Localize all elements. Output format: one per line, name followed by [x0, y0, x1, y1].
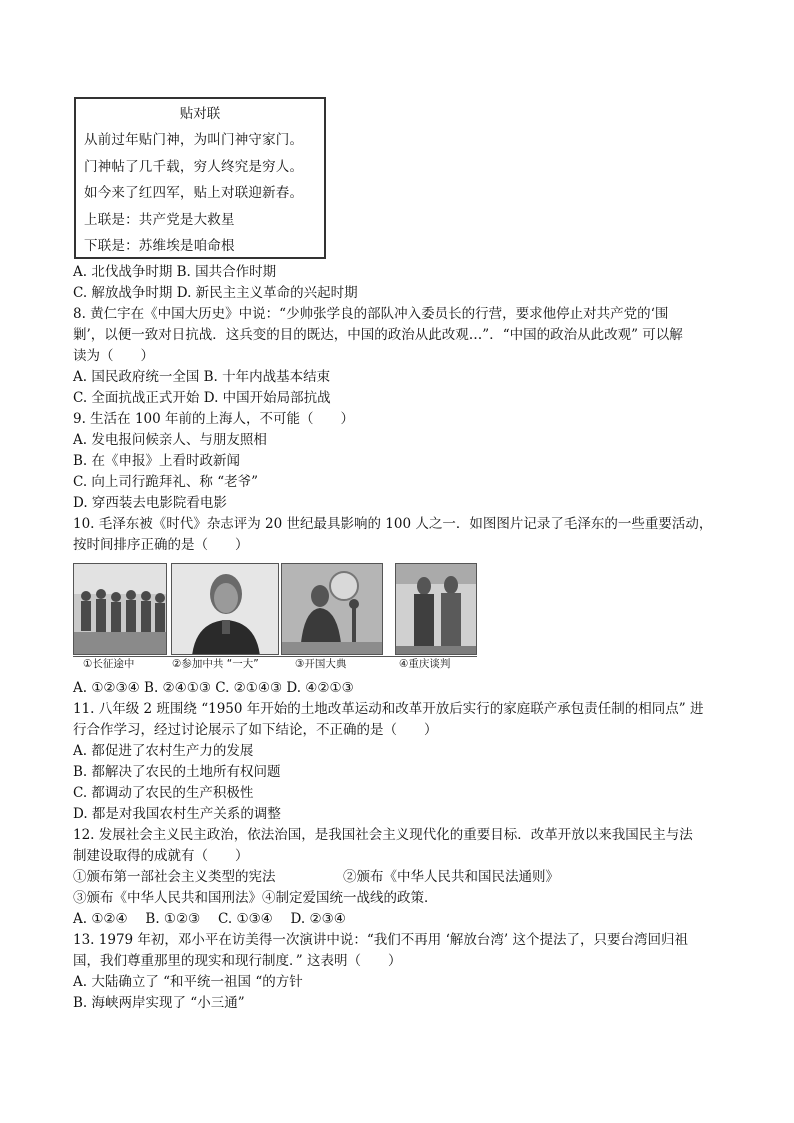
q8-stem-line3: 读为（ ）	[73, 348, 154, 364]
chongqing-negotiation-photo	[395, 563, 477, 655]
q9-stem: 9. 生活在 100 年前的上海人，不可能（ ）	[73, 411, 355, 427]
q11-stem-line2: 行合作学习，经过讨论展示了如下结论，不正确的是（ ）	[73, 722, 438, 738]
q7-options-cd: C. 解放战争时期 D. 新民主主义革命的兴起时期	[73, 285, 358, 301]
photo-captions	[73, 656, 477, 671]
q8-stem-line2: 剿’，以便一致对日抗战．这兵变的目的既达，中国的政治从此改观…”．“中国的政治从此改观” 可以解	[73, 327, 683, 343]
mao-photo-strip	[73, 563, 477, 671]
q10-options: A. ①②③④ B. ②④①③ C. ②①④③ D. ④②①③	[73, 680, 354, 696]
couplet-line: 门神帖了几千载，穷人终究是穷人。	[84, 158, 304, 175]
q12-items-34: ③颁布《中华人民共和国刑法》④制定爱国统一战线的政策．	[73, 890, 438, 906]
q10-stem-line2: 按时间排序正确的是（ ）	[73, 537, 249, 553]
first-congress-portrait	[171, 563, 279, 655]
q8-options-ab: A. 国民政府统一全国 B. 十年内战基本结束	[73, 369, 331, 385]
couplet-box	[74, 97, 326, 259]
q11-stem-line1: 11. 八年级 2 班围绕 “1950 年开始的土地改革运动和改革开放后实行的家庭联产承包责任制的相同点” 进	[73, 701, 704, 717]
q9-option-a: A. 发电报问候亲人、与朋友照相	[73, 432, 267, 448]
couplet-line: 上联是：共产党是大救星	[84, 211, 235, 228]
founding-ceremony-photo	[281, 563, 383, 655]
q8-options-cd: C. 全面抗战正式开始 D. 中国开始局部抗战	[73, 390, 331, 406]
couplet-line: 如今来了红四军，贴上对联迎新春。	[84, 185, 304, 201]
couplet-line: 下联是：苏维埃是咱命根	[84, 238, 235, 254]
couplet-line: 从前过年贴门神，为叫门神守家门。	[84, 132, 304, 148]
q12-stem-line1: 12. 发展社会主义民主政治，依法治国，是我国社会主义现代化的重要目标．改革开放以来我国民主与法	[73, 827, 693, 843]
q9-option-d: D. 穿西装去电影院看电影	[73, 495, 227, 511]
caption-first-congress: ②参加中共 “一大”	[172, 658, 259, 670]
couplet-title: 贴对联	[179, 106, 221, 122]
caption-founding-ceremony: ③开国大典	[295, 658, 347, 670]
q8-stem-line1: 8. 黄仁宇在《中国大历史》中说：“少帅张学良的部队冲入委员长的行营，要求他停止对共产党的‘围	[73, 306, 669, 322]
q7-options-ab: A. 北伐战争时期 B. 国共合作时期	[73, 264, 277, 280]
q11-option-b: B. 都解决了农民的土地所有权问题	[73, 764, 281, 780]
q12-items-12: ①颁布第一部社会主义类型的宪法 ②颁布《中华人民共和国民法通则》	[73, 869, 559, 885]
caption-long-march: ①长征途中	[83, 658, 135, 670]
q13-stem-line1: 13. 1979 年初，邓小平在访美得一次演讲中说：“我们不再用 ‘解放台湾’ 这个提法了，只要台湾回归祖	[73, 932, 688, 948]
q11-option-c: C. 都调动了农民的生产积极性	[73, 785, 254, 801]
q11-option-d: D. 都是对我国农村生产关系的调整	[73, 806, 281, 822]
q13-option-a: A. 大陆确立了 “和平统一祖国 “的方针	[73, 974, 303, 990]
caption-chongqing: ④重庆谈判	[399, 658, 451, 670]
q12-stem-line2: 制建设取得的成就有（ ）	[73, 848, 249, 864]
q13-option-b: B. 海峡两岸实现了 “小三通”	[73, 995, 245, 1011]
long-march-photo	[73, 563, 167, 655]
q12-options: A. ①②④ B. ①②③ C. ①③④ D. ②③④	[73, 911, 346, 927]
q11-option-a: A. 都促进了农村生产力的发展	[73, 743, 254, 759]
q9-option-c: C. 向上司行跪拜礼、称 “老爷”	[73, 474, 259, 490]
q13-stem-line2: 国，我们尊重那里的现实和现行制度．” 这表明（ ）	[73, 953, 402, 969]
q10-stem-line1: 10. 毛泽东被《时代》杂志评为 20 世纪最具影响的 100 人之一．如图图片记录了毛泽东的一些重要活动，	[73, 516, 713, 532]
q9-option-b: B. 在《申报》上看时政新闻	[73, 453, 241, 469]
